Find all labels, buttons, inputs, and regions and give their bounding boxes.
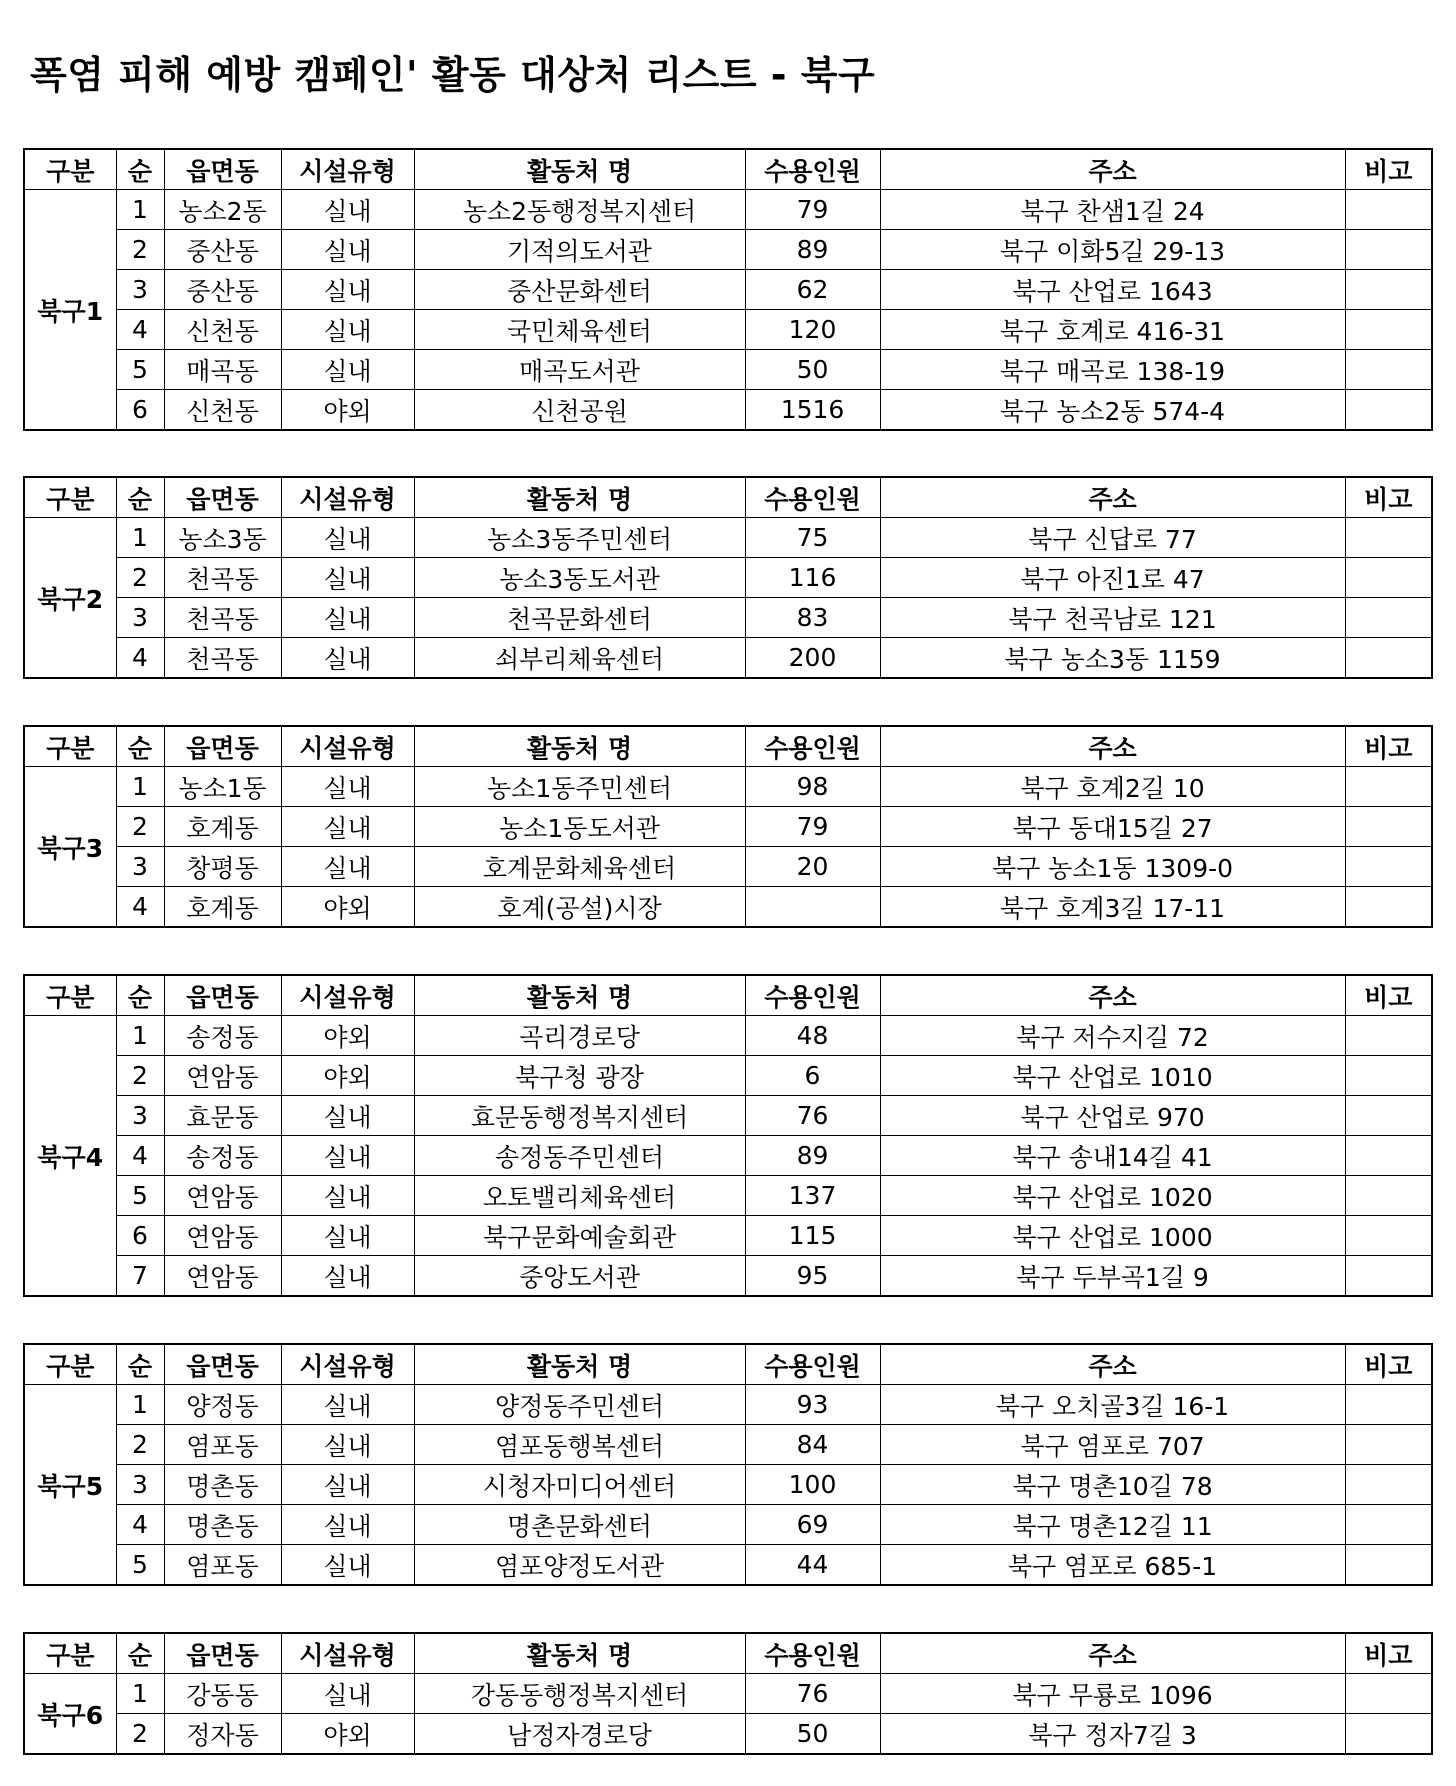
cell-capacity: 115 <box>745 1216 880 1256</box>
group-label: 북구2 <box>24 518 116 679</box>
cell-facility-type: 실내 <box>281 1256 414 1297</box>
cell-seq: 4 <box>116 310 164 350</box>
cell-facility-type: 실내 <box>281 1545 414 1586</box>
cell-place-name: 양정동주민센터 <box>414 1385 745 1425</box>
cell-capacity: 50 <box>745 350 880 390</box>
header-seq: 순 <box>116 726 164 767</box>
header-capacity: 수용인원 <box>745 477 880 518</box>
cell-note <box>1345 1256 1432 1297</box>
header-seq: 순 <box>116 975 164 1016</box>
group-table <box>23 1632 1433 1755</box>
header-row <box>24 726 1432 767</box>
cell-address: 북구 아진1로 47 <box>880 558 1345 598</box>
cell-place-name: 곡리경로당 <box>414 1016 745 1056</box>
cell-seq: 4 <box>116 887 164 928</box>
cell-dong: 중산동 <box>164 230 281 270</box>
cell-place-name: 오토밸리체육센터 <box>414 1176 745 1216</box>
cell-dong: 창평동 <box>164 847 281 887</box>
cell-dong: 양정동 <box>164 1385 281 1425</box>
cell-capacity: 98 <box>745 767 880 807</box>
cell-dong: 연암동 <box>164 1216 281 1256</box>
cell-note <box>1345 807 1432 847</box>
cell-facility-type: 실내 <box>281 1096 414 1136</box>
cell-note <box>1345 767 1432 807</box>
header-row <box>24 477 1432 518</box>
table-row <box>24 1425 1432 1465</box>
cell-seq: 6 <box>116 390 164 431</box>
cell-seq: 1 <box>116 518 164 558</box>
cell-place-name: 북구청 광장 <box>414 1056 745 1096</box>
table-row <box>24 1674 1432 1714</box>
cell-note <box>1345 230 1432 270</box>
cell-dong: 신천동 <box>164 390 281 431</box>
cell-note <box>1345 1096 1432 1136</box>
cell-capacity: 76 <box>745 1096 880 1136</box>
cell-note <box>1345 1425 1432 1465</box>
cell-seq: 7 <box>116 1256 164 1297</box>
header-place-name: 활동처 명 <box>414 477 745 518</box>
cell-address: 북구 천곡남로 121 <box>880 598 1345 638</box>
group-label: 북구3 <box>24 767 116 928</box>
cell-address: 북구 산업로 1000 <box>880 1216 1345 1256</box>
cell-note <box>1345 1176 1432 1216</box>
cell-seq: 5 <box>116 350 164 390</box>
cell-dong: 효문동 <box>164 1096 281 1136</box>
cell-address: 북구 염포로 707 <box>880 1425 1345 1465</box>
header-place-name: 활동처 명 <box>414 1344 745 1385</box>
cell-seq: 1 <box>116 1016 164 1056</box>
header-facility-type: 시설유형 <box>281 975 414 1016</box>
group-label: 북구6 <box>24 1674 116 1755</box>
cell-seq: 5 <box>116 1176 164 1216</box>
cell-address: 북구 산업로 970 <box>880 1096 1345 1136</box>
cell-place-name: 천곡문화센터 <box>414 598 745 638</box>
header-row <box>24 1633 1432 1674</box>
header-address: 주소 <box>880 1344 1345 1385</box>
header-seq: 순 <box>116 477 164 518</box>
header-group: 구분 <box>24 975 116 1016</box>
cell-seq: 3 <box>116 847 164 887</box>
table-row <box>24 350 1432 390</box>
table-row <box>24 270 1432 310</box>
cell-facility-type: 실내 <box>281 558 414 598</box>
cell-dong: 정자동 <box>164 1714 281 1755</box>
cell-seq: 2 <box>116 807 164 847</box>
table-row <box>24 230 1432 270</box>
cell-note <box>1345 518 1432 558</box>
cell-place-name: 농소3동주민센터 <box>414 518 745 558</box>
header-group: 구분 <box>24 726 116 767</box>
cell-seq: 1 <box>116 190 164 230</box>
cell-note <box>1345 1016 1432 1056</box>
cell-dong: 천곡동 <box>164 638 281 679</box>
table-row <box>24 1505 1432 1545</box>
cell-place-name: 남정자경로당 <box>414 1714 745 1755</box>
cell-note <box>1345 558 1432 598</box>
cell-seq: 2 <box>116 1056 164 1096</box>
header-facility-type: 시설유형 <box>281 1344 414 1385</box>
cell-capacity: 116 <box>745 558 880 598</box>
header-address: 주소 <box>880 726 1345 767</box>
cell-address: 북구 농소2동 574-4 <box>880 390 1345 431</box>
cell-address: 북구 산업로 1010 <box>880 1056 1345 1096</box>
cell-capacity: 200 <box>745 638 880 679</box>
table-row <box>24 1136 1432 1176</box>
cell-dong: 명촌동 <box>164 1505 281 1545</box>
cell-dong: 농소2동 <box>164 190 281 230</box>
cell-note <box>1345 598 1432 638</box>
header-address: 주소 <box>880 975 1345 1016</box>
header-row <box>24 975 1432 1016</box>
table-row <box>24 558 1432 598</box>
cell-place-name: 염포양정도서관 <box>414 1545 745 1586</box>
header-note: 비고 <box>1345 477 1432 518</box>
cell-dong: 천곡동 <box>164 598 281 638</box>
cell-place-name: 호계문화체육센터 <box>414 847 745 887</box>
header-seq: 순 <box>116 149 164 190</box>
page-title: 폭염 피해 예방 캠페인' 활동 대상처 리스트 - 북구 <box>30 53 876 97</box>
cell-address: 북구 명촌12길 11 <box>880 1505 1345 1545</box>
cell-address: 북구 산업로 1643 <box>880 270 1345 310</box>
cell-facility-type: 야외 <box>281 1714 414 1755</box>
cell-facility-type: 실내 <box>281 598 414 638</box>
cell-place-name: 기적의도서관 <box>414 230 745 270</box>
cell-place-name: 중산문화센터 <box>414 270 745 310</box>
cell-place-name: 농소2동행정복지센터 <box>414 190 745 230</box>
header-place-name: 활동처 명 <box>414 726 745 767</box>
cell-note <box>1345 1714 1432 1755</box>
header-group: 구분 <box>24 1344 116 1385</box>
group-label: 북구5 <box>24 1385 116 1586</box>
cell-capacity: 120 <box>745 310 880 350</box>
table-row <box>24 1256 1432 1297</box>
cell-place-name: 호계(공설)시장 <box>414 887 745 928</box>
cell-place-name: 농소3동도서관 <box>414 558 745 598</box>
table-row <box>24 1385 1432 1425</box>
cell-address: 북구 산업로 1020 <box>880 1176 1345 1216</box>
cell-facility-type: 야외 <box>281 1016 414 1056</box>
header-dong: 읍면동 <box>164 975 281 1016</box>
cell-dong: 강동동 <box>164 1674 281 1714</box>
cell-dong: 송정동 <box>164 1136 281 1176</box>
cell-capacity: 93 <box>745 1385 880 1425</box>
header-note: 비고 <box>1345 149 1432 190</box>
cell-address: 북구 동대15길 27 <box>880 807 1345 847</box>
cell-address: 북구 무룡로 1096 <box>880 1674 1345 1714</box>
cell-address: 북구 이화5길 29-13 <box>880 230 1345 270</box>
cell-capacity: 50 <box>745 1714 880 1755</box>
cell-capacity: 95 <box>745 1256 880 1297</box>
cell-seq: 4 <box>116 1505 164 1545</box>
group-table <box>23 974 1433 1297</box>
cell-note <box>1345 350 1432 390</box>
cell-place-name: 효문동행정복지센터 <box>414 1096 745 1136</box>
cell-seq: 4 <box>116 1136 164 1176</box>
cell-capacity: 83 <box>745 598 880 638</box>
cell-seq: 3 <box>116 1465 164 1505</box>
cell-seq: 1 <box>116 767 164 807</box>
cell-facility-type: 실내 <box>281 1385 414 1425</box>
cell-dong: 연암동 <box>164 1256 281 1297</box>
cell-address: 북구 명촌10길 78 <box>880 1465 1345 1505</box>
cell-seq: 3 <box>116 1096 164 1136</box>
cell-note <box>1345 887 1432 928</box>
tables-container <box>23 148 1431 1755</box>
cell-seq: 6 <box>116 1216 164 1256</box>
cell-seq: 3 <box>116 270 164 310</box>
cell-place-name: 시청자미디어센터 <box>414 1465 745 1505</box>
cell-capacity: 62 <box>745 270 880 310</box>
group-table <box>23 725 1433 928</box>
header-row <box>24 149 1432 190</box>
cell-place-name: 신천공원 <box>414 390 745 431</box>
cell-facility-type: 실내 <box>281 767 414 807</box>
table-row <box>24 518 1432 558</box>
cell-capacity: 76 <box>745 1674 880 1714</box>
cell-facility-type: 실내 <box>281 230 414 270</box>
header-dong: 읍면동 <box>164 477 281 518</box>
table-row <box>24 1216 1432 1256</box>
table-row <box>24 598 1432 638</box>
header-facility-type: 시설유형 <box>281 149 414 190</box>
cell-place-name: 농소1동도서관 <box>414 807 745 847</box>
header-place-name: 활동처 명 <box>414 149 745 190</box>
cell-capacity: 48 <box>745 1016 880 1056</box>
cell-address: 북구 두부곡1길 9 <box>880 1256 1345 1297</box>
table-row <box>24 1016 1432 1056</box>
cell-facility-type: 야외 <box>281 887 414 928</box>
header-capacity: 수용인원 <box>745 975 880 1016</box>
cell-note <box>1345 1385 1432 1425</box>
table-row <box>24 1545 1432 1586</box>
header-address: 주소 <box>880 477 1345 518</box>
table-row <box>24 190 1432 230</box>
table-row <box>24 1056 1432 1096</box>
cell-facility-type: 실내 <box>281 350 414 390</box>
cell-capacity <box>745 887 880 928</box>
cell-facility-type: 야외 <box>281 390 414 431</box>
table-row <box>24 310 1432 350</box>
cell-address: 북구 호계3길 17-11 <box>880 887 1345 928</box>
cell-dong: 신천동 <box>164 310 281 350</box>
cell-note <box>1345 390 1432 431</box>
cell-seq: 4 <box>116 638 164 679</box>
cell-place-name: 중앙도서관 <box>414 1256 745 1297</box>
header-capacity: 수용인원 <box>745 1633 880 1674</box>
cell-dong: 호계동 <box>164 807 281 847</box>
cell-seq: 1 <box>116 1674 164 1714</box>
cell-facility-type: 실내 <box>281 270 414 310</box>
cell-facility-type: 실내 <box>281 1216 414 1256</box>
header-facility-type: 시설유형 <box>281 477 414 518</box>
cell-facility-type: 실내 <box>281 310 414 350</box>
cell-place-name: 쇠부리체육센터 <box>414 638 745 679</box>
header-facility-type: 시설유형 <box>281 726 414 767</box>
cell-address: 북구 송내14길 41 <box>880 1136 1345 1176</box>
cell-capacity: 6 <box>745 1056 880 1096</box>
cell-facility-type: 실내 <box>281 807 414 847</box>
cell-dong: 중산동 <box>164 270 281 310</box>
table-row <box>24 390 1432 431</box>
header-dong: 읍면동 <box>164 149 281 190</box>
cell-dong: 매곡동 <box>164 350 281 390</box>
cell-facility-type: 실내 <box>281 518 414 558</box>
header-note: 비고 <box>1345 1633 1432 1674</box>
header-dong: 읍면동 <box>164 726 281 767</box>
cell-address: 북구 저수지길 72 <box>880 1016 1345 1056</box>
header-dong: 읍면동 <box>164 1344 281 1385</box>
cell-capacity: 79 <box>745 190 880 230</box>
cell-place-name: 염포동행복센터 <box>414 1425 745 1465</box>
cell-place-name: 송정동주민센터 <box>414 1136 745 1176</box>
cell-note <box>1345 1674 1432 1714</box>
cell-seq: 2 <box>116 1425 164 1465</box>
cell-facility-type: 야외 <box>281 1056 414 1096</box>
table-row <box>24 887 1432 928</box>
cell-facility-type: 실내 <box>281 1425 414 1465</box>
cell-address: 북구 정자7길 3 <box>880 1714 1345 1755</box>
cell-dong: 명촌동 <box>164 1465 281 1505</box>
cell-note <box>1345 1505 1432 1545</box>
table-row <box>24 1096 1432 1136</box>
cell-capacity: 79 <box>745 807 880 847</box>
header-capacity: 수용인원 <box>745 1344 880 1385</box>
header-seq: 순 <box>116 1344 164 1385</box>
cell-place-name: 명촌문화센터 <box>414 1505 745 1545</box>
cell-address: 북구 매곡로 138-19 <box>880 350 1345 390</box>
header-group: 구분 <box>24 149 116 190</box>
cell-note <box>1345 310 1432 350</box>
table-row <box>24 1176 1432 1216</box>
cell-facility-type: 실내 <box>281 638 414 679</box>
cell-capacity: 44 <box>745 1545 880 1586</box>
header-facility-type: 시설유형 <box>281 1633 414 1674</box>
cell-facility-type: 실내 <box>281 1176 414 1216</box>
cell-dong: 연암동 <box>164 1176 281 1216</box>
table-row <box>24 807 1432 847</box>
cell-dong: 천곡동 <box>164 558 281 598</box>
cell-note <box>1345 1216 1432 1256</box>
header-note: 비고 <box>1345 726 1432 767</box>
cell-address: 북구 호계로 416-31 <box>880 310 1345 350</box>
cell-address: 북구 농소1동 1309-0 <box>880 847 1345 887</box>
cell-place-name: 국민체육센터 <box>414 310 745 350</box>
header-capacity: 수용인원 <box>745 726 880 767</box>
group-table <box>23 148 1433 431</box>
cell-facility-type: 실내 <box>281 1674 414 1714</box>
header-address: 주소 <box>880 149 1345 190</box>
cell-address: 북구 오치골3길 16-1 <box>880 1385 1345 1425</box>
cell-seq: 1 <box>116 1385 164 1425</box>
header-dong: 읍면동 <box>164 1633 281 1674</box>
cell-address: 북구 염포로 685-1 <box>880 1545 1345 1586</box>
header-group: 구분 <box>24 477 116 518</box>
cell-dong: 염포동 <box>164 1425 281 1465</box>
cell-dong: 연암동 <box>164 1056 281 1096</box>
cell-address: 북구 신답로 77 <box>880 518 1345 558</box>
cell-place-name: 농소1동주민센터 <box>414 767 745 807</box>
cell-note <box>1345 1545 1432 1586</box>
group-label: 북구4 <box>24 1016 116 1297</box>
cell-note <box>1345 638 1432 679</box>
table-row <box>24 1714 1432 1755</box>
cell-dong: 송정동 <box>164 1016 281 1056</box>
cell-capacity: 100 <box>745 1465 880 1505</box>
cell-seq: 5 <box>116 1545 164 1586</box>
cell-capacity: 137 <box>745 1176 880 1216</box>
cell-address: 북구 찬샘1길 24 <box>880 190 1345 230</box>
header-note: 비고 <box>1345 1344 1432 1385</box>
cell-capacity: 69 <box>745 1505 880 1545</box>
header-seq: 순 <box>116 1633 164 1674</box>
cell-capacity: 1516 <box>745 390 880 431</box>
cell-facility-type: 실내 <box>281 1505 414 1545</box>
table-row <box>24 638 1432 679</box>
cell-note <box>1345 270 1432 310</box>
table-row <box>24 1465 1432 1505</box>
cell-address: 북구 호계2길 10 <box>880 767 1345 807</box>
header-address: 주소 <box>880 1633 1345 1674</box>
header-place-name: 활동처 명 <box>414 975 745 1016</box>
cell-capacity: 89 <box>745 230 880 270</box>
header-note: 비고 <box>1345 975 1432 1016</box>
header-place-name: 활동처 명 <box>414 1633 745 1674</box>
cell-place-name: 강동동행정복지센터 <box>414 1674 745 1714</box>
header-row <box>24 1344 1432 1385</box>
cell-place-name: 북구문화예술회관 <box>414 1216 745 1256</box>
cell-dong: 호계동 <box>164 887 281 928</box>
group-table <box>23 1343 1433 1586</box>
cell-facility-type: 실내 <box>281 1136 414 1176</box>
cell-facility-type: 실내 <box>281 190 414 230</box>
group-label: 북구1 <box>24 190 116 431</box>
cell-dong: 농소1동 <box>164 767 281 807</box>
table-row <box>24 767 1432 807</box>
cell-note <box>1345 1465 1432 1505</box>
cell-seq: 2 <box>116 230 164 270</box>
cell-capacity: 20 <box>745 847 880 887</box>
cell-seq: 2 <box>116 1714 164 1755</box>
cell-note <box>1345 1136 1432 1176</box>
group-table <box>23 476 1433 679</box>
cell-capacity: 75 <box>745 518 880 558</box>
cell-place-name: 매곡도서관 <box>414 350 745 390</box>
table-row <box>24 847 1432 887</box>
cell-dong: 농소3동 <box>164 518 281 558</box>
cell-seq: 3 <box>116 598 164 638</box>
cell-address: 북구 농소3동 1159 <box>880 638 1345 679</box>
cell-capacity: 84 <box>745 1425 880 1465</box>
cell-seq: 2 <box>116 558 164 598</box>
header-capacity: 수용인원 <box>745 149 880 190</box>
cell-note <box>1345 1056 1432 1096</box>
header-group: 구분 <box>24 1633 116 1674</box>
cell-note <box>1345 847 1432 887</box>
cell-dong: 염포동 <box>164 1545 281 1586</box>
cell-facility-type: 실내 <box>281 847 414 887</box>
cell-facility-type: 실내 <box>281 1465 414 1505</box>
cell-note <box>1345 190 1432 230</box>
cell-capacity: 89 <box>745 1136 880 1176</box>
